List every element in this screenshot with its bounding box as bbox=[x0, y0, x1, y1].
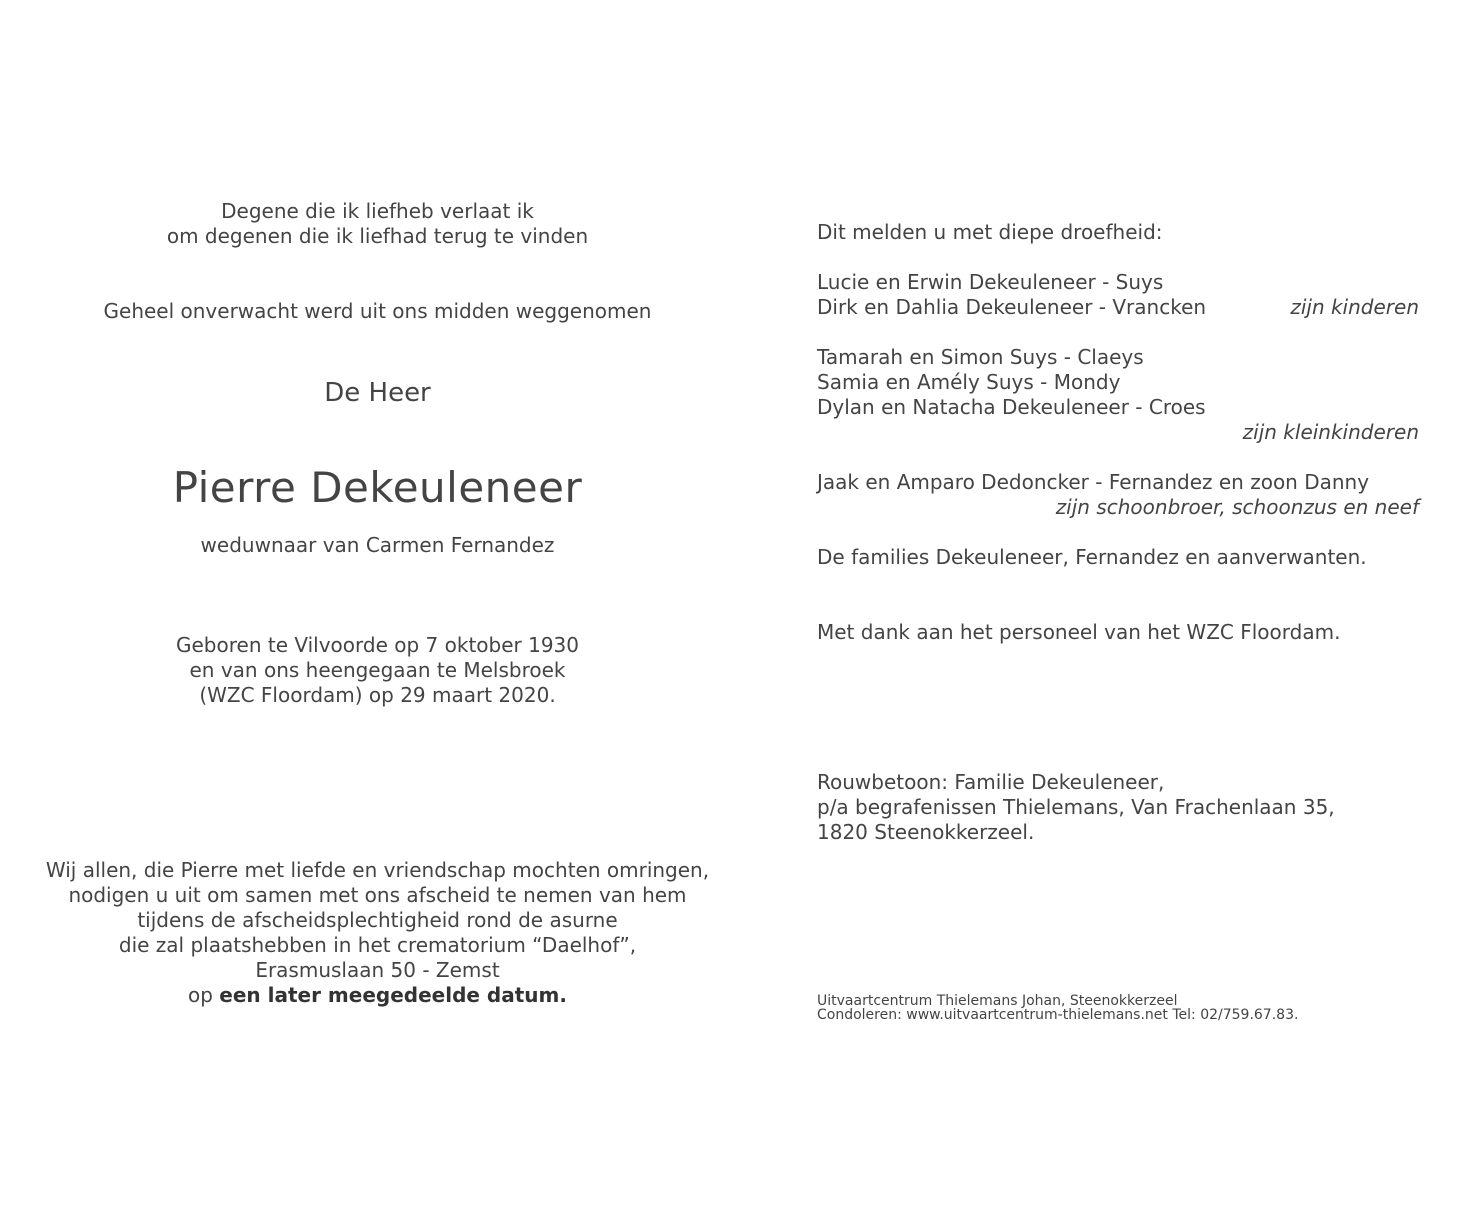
grandchild-line: Dylan en Natacha Dekeuleneer - Croes bbox=[817, 395, 1206, 419]
intro-line: Geheel onverwacht werd uit ons midden weggenomen bbox=[103, 299, 652, 323]
address-line: p/a begrafenissen Thielemans, Van Frachenlaan 35, bbox=[817, 795, 1335, 819]
invitation-line: Wij allen, die Pierre met liefde en vriendschap mochten omringen, bbox=[45, 858, 710, 882]
invitation-line: die zal plaatshebben in het crematorium “Daelhof”, bbox=[118, 933, 637, 957]
child-line: Lucie en Erwin Dekeuleneer - Suys bbox=[817, 270, 1164, 294]
date-prefix: op bbox=[188, 983, 220, 1007]
children-label: zijn kinderen bbox=[1290, 295, 1419, 319]
grandchildren-label: zijn kleinkinderen bbox=[1242, 420, 1419, 444]
address-line: 1820 Steenokkerzeel. bbox=[817, 820, 1035, 844]
motto bbox=[0, 199, 755, 249]
families-line: De families Dekeuleneer, Fernandez en aanverwanten. bbox=[817, 545, 1367, 569]
honorific: De Heer bbox=[324, 378, 431, 408]
deceased-name: Pierre Dekeuleneer bbox=[172, 463, 583, 512]
date-bold: een later meegedeelde datum. bbox=[219, 983, 567, 1007]
footer-line: Condoleren: www.uitvaartcentrum-thielemans.net Tel: 02/759.67.83. bbox=[817, 1007, 1299, 1023]
children-block bbox=[817, 270, 1419, 320]
inlaws-label: zijn schoonbroer, schoonzus en neef bbox=[1055, 495, 1419, 519]
widower-text bbox=[0, 533, 755, 558]
grandchild-line: Samia en Amély Suys - Mondy bbox=[817, 370, 1121, 394]
invitation-line: Erasmuslaan 50 - Zemst bbox=[255, 958, 500, 982]
address-line: Rouwbetoon: Familie Dekeuleneer, bbox=[817, 770, 1165, 794]
thanks-block bbox=[817, 620, 1419, 645]
child-row bbox=[817, 295, 1419, 320]
birth-line: Geboren te Vilvoorde op 7 oktober 1930 bbox=[176, 633, 579, 657]
birth-death-info bbox=[0, 633, 755, 708]
motto-line: om degenen die ik liefhad terug te vinden bbox=[166, 224, 589, 248]
invitation-line: tijdens de afscheidsplechtigheid rond de asurne bbox=[137, 908, 618, 932]
inlaws-line: Jaak en Amparo Dedoncker - Fernandez en zoon Danny bbox=[817, 470, 1370, 494]
announcement bbox=[817, 220, 1419, 245]
intro-text bbox=[0, 299, 755, 324]
widower-line: weduwnaar van Carmen Fernandez bbox=[200, 533, 555, 557]
thanks-line: Met dank aan het personeel van het WZC Floordam. bbox=[817, 620, 1341, 644]
invitation-line: nodigen u uit om samen met ons afscheid te nemen van hem bbox=[68, 883, 687, 907]
address-block bbox=[817, 770, 1419, 845]
inlaws-block bbox=[817, 470, 1419, 520]
motto-line: Degene die ik liefheb verlaat ik bbox=[221, 199, 534, 223]
footer-line: Uitvaartcentrum Thielemans Johan, Steenokkerzeel bbox=[817, 993, 1178, 1009]
birth-line: (WZC Floordam) op 29 maart 2020. bbox=[199, 683, 556, 707]
grandchild-line: Tamarah en Simon Suys - Claeys bbox=[817, 345, 1144, 369]
invitation bbox=[0, 858, 755, 1008]
grandchildren-block bbox=[817, 345, 1419, 445]
families-block bbox=[817, 545, 1419, 570]
birth-line: en van ons heengegaan te Melsbroek bbox=[189, 658, 566, 682]
announce-line: Dit melden u met diepe droefheid: bbox=[817, 220, 1163, 244]
funeral-home-footer bbox=[817, 994, 1419, 1022]
child-line: Dirk en Dahlia Dekeuleneer - Vrancken bbox=[817, 295, 1207, 319]
ceremony-date bbox=[0, 983, 755, 1008]
